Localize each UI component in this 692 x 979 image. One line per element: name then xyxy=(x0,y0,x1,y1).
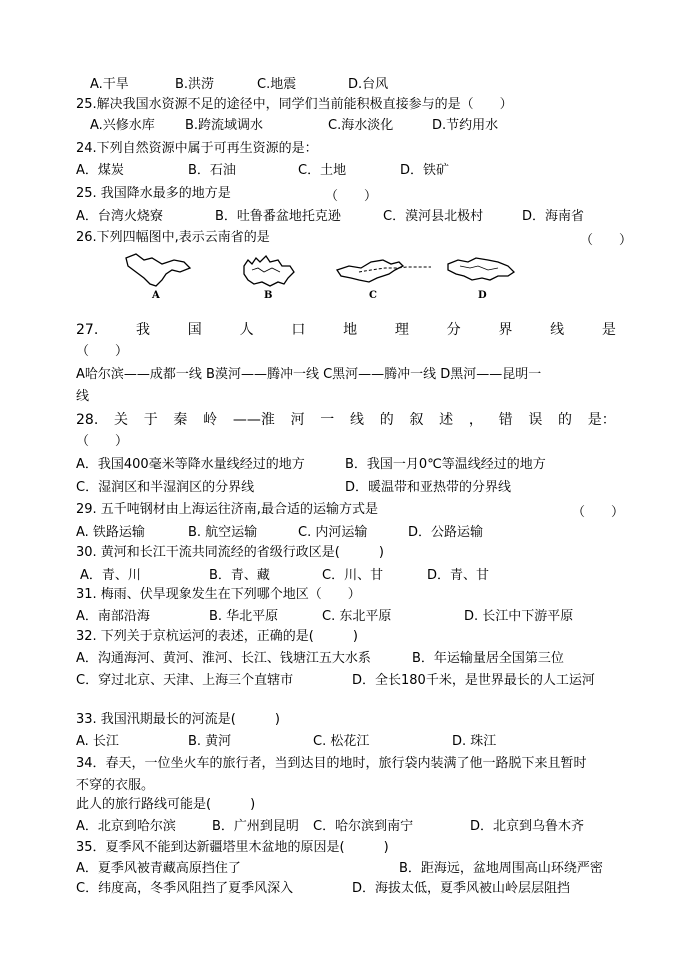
option-a: A．煤炭 xyxy=(76,163,124,178)
option-b: B．距海远，盆地周围高山环绕严密 xyxy=(399,861,603,876)
option-c: C. 松花江 xyxy=(313,734,370,749)
map-b xyxy=(238,252,298,300)
option-c: C.地震 xyxy=(257,77,297,92)
map-c xyxy=(333,252,433,300)
option-c: C．湿润区和半湿润区的分界线 xyxy=(76,480,255,495)
question-stem: 35．夏季风不能到达新疆塔里木盆地的原因是( ) xyxy=(76,840,389,855)
option-c: C．哈尔滨到南宁 xyxy=(313,819,414,834)
option-b: B．年运输量居全国第三位 xyxy=(412,651,564,666)
option-d: D．全长180千米，是世界最长的人工运河 xyxy=(352,673,595,688)
map-a xyxy=(122,250,194,300)
option-a: A．南部沿海 xyxy=(76,609,150,624)
option-d: D．暖温带和亚热带的分界线 xyxy=(345,480,512,495)
option-d: D．公路运输 xyxy=(408,525,484,540)
option-b: B．我国一月0℃等温线经过的地方 xyxy=(345,457,546,472)
question-stem: 33. 我国汛期最长的河流是( ) xyxy=(76,712,280,727)
option-c: C．漠河县北极村 xyxy=(383,209,484,224)
option-b: B. 黄河 xyxy=(188,734,232,749)
option-b: B.跨流域调水 xyxy=(185,118,264,133)
map-label: C xyxy=(369,290,377,300)
option-c: C．穿过北京、天津、上海三个直辖市 xyxy=(76,673,294,688)
option-a: A．台湾火烧寮 xyxy=(76,209,163,224)
option-d: D．铁矿 xyxy=(400,163,450,178)
option-b: B. 航空运输 xyxy=(188,525,258,540)
option-d: D.节约用水 xyxy=(432,118,499,133)
question-stem: 27. 我 国 人 口 地 理 分 界 线 是 xyxy=(76,322,616,338)
question-stem: 29. 五千吨钢材由上海运往济南,最合适的运输方式是 xyxy=(76,502,378,517)
answer-paren: （ ） xyxy=(325,189,378,204)
option-a: A. 铁路运输 xyxy=(76,525,145,540)
option-a: A．沟通海河、黄河、淮河、长江、钱塘江五大水系 xyxy=(76,651,371,666)
option-a: A. 长江 xyxy=(76,734,119,749)
option-d: D. 长江中下游平原 xyxy=(464,609,574,624)
question-stem: 26.下列四幅图中,表示云南省的是 xyxy=(76,230,270,245)
map-label: B xyxy=(264,290,273,300)
question-stem: 25.解决我国水资源不足的途径中，同学们当前能积极直接参与的是（ ） xyxy=(76,97,513,112)
option-c: C．土地 xyxy=(298,163,347,178)
option-c: C．川、甘 xyxy=(322,568,384,583)
option-d: D．青、甘 xyxy=(427,568,490,583)
answer-paren: （ ） xyxy=(76,344,129,359)
option-c: C.海水淡化 xyxy=(328,118,394,133)
option-b: B. 华北平原 xyxy=(209,609,279,624)
options-line: A哈尔滨——成都一线 B漠河——腾冲一线 C黑河——腾冲一线 D黑河——昆明一 xyxy=(76,367,542,382)
option-c: C. 内河运输 xyxy=(298,525,368,540)
option-b: B．石油 xyxy=(188,163,236,178)
option-a: A．北京到哈尔滨 xyxy=(76,819,176,834)
map-d xyxy=(442,252,520,300)
question-stem-line-2: 不穿的衣服。 xyxy=(76,778,155,793)
question-stem: 24.下列自然资源中属于可再生资源的是： xyxy=(76,141,318,156)
option-b: B．青、藏 xyxy=(209,568,270,583)
option-d: D．北京到乌鲁木齐 xyxy=(470,819,585,834)
option-d: D. 珠江 xyxy=(452,734,497,749)
option-d: D.台风 xyxy=(348,77,389,92)
question-stem: 32. 下列关于京杭运河的表述，正确的是( ) xyxy=(76,629,358,644)
option-a: A.干旱 xyxy=(90,77,129,92)
options-wrap: 线 xyxy=(76,389,90,404)
question-stem: 30. 黄河和长江干流共同流经的省级行政区是( ) xyxy=(76,545,384,560)
option-b: B.洪涝 xyxy=(175,77,215,92)
option-d: D．海南省 xyxy=(522,209,585,224)
question-stem-line-3: 此人的旅行路线可能是( ) xyxy=(76,797,256,812)
option-a: A．夏季风被青藏高原挡住了 xyxy=(76,861,241,876)
answer-paren: （ ） xyxy=(572,505,625,520)
question-stem: 31. 梅雨、伏旱现象发生在下列哪个地区（ ） xyxy=(76,587,361,602)
answer-paren: （ ） xyxy=(580,233,633,248)
option-a: A．我国400毫米等降水量线经过的地方 xyxy=(76,457,305,472)
option-b: B．广州到昆明 xyxy=(212,819,299,834)
option-c: C．纬度高，冬季风阻挡了夏季风深入 xyxy=(76,881,294,896)
map-label: A xyxy=(152,290,160,300)
option-b: B．吐鲁番盆地托克逊 xyxy=(215,209,341,224)
option-a: A．青、川 xyxy=(80,568,141,583)
question-stem-line-1: 34．春天，一位坐火车的旅行者，当到达目的地时，旅行袋内装满了他一路脱下来且暂时 xyxy=(76,756,587,771)
option-c: C. 东北平原 xyxy=(322,609,392,624)
option-d: D．海拔太低，夏季风被山岭层层阻挡 xyxy=(352,881,571,896)
question-stem: 25. 我国降水最多的地方是 xyxy=(76,186,231,201)
map-label: D xyxy=(478,290,487,300)
option-a: A.兴修水库 xyxy=(90,118,155,133)
question-stem: 28. 关 于 秦 岭 ——淮 河 一 线 的 叙 述 ， 错 误 的 是： xyxy=(76,412,616,428)
answer-paren: （ ） xyxy=(76,434,129,449)
